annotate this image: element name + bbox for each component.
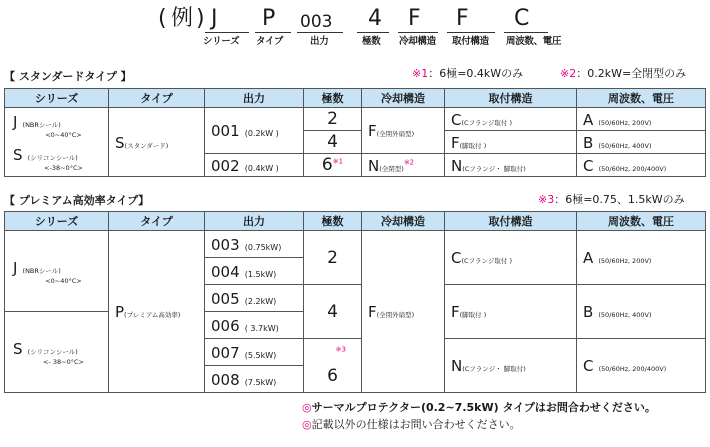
output-cell	[205, 285, 304, 312]
standard-spec-table	[4, 88, 706, 177]
frequency-code: C	[583, 357, 594, 375]
note-marker: ※2	[403, 158, 415, 167]
example-code-cooling: F	[408, 6, 421, 31]
example-underline	[255, 32, 291, 33]
poles-note	[307, 343, 358, 362]
series-range: <- 38~0°C>	[43, 357, 84, 366]
type-cell	[109, 231, 205, 393]
note-marker: ※1	[332, 157, 344, 166]
output-cell	[205, 258, 304, 285]
example-code-output: 003	[300, 12, 333, 32]
mounting-code: C	[451, 249, 462, 267]
output-desc: ( 3.7kW)	[244, 323, 279, 333]
frequency-code: B	[583, 133, 594, 152]
frequency-cell	[577, 154, 706, 177]
header-frequency: 周波数、電圧	[577, 212, 706, 231]
bullet-icon: ◎	[302, 401, 312, 414]
table-row	[5, 231, 706, 258]
example-code-poles: 4	[368, 6, 382, 31]
output-code: 005	[211, 289, 240, 308]
note-marker: ※2	[560, 67, 577, 80]
table-header-row	[5, 89, 706, 108]
poles-cell	[304, 231, 362, 285]
series-code: S	[13, 146, 23, 164]
poles-value: 4	[327, 132, 338, 152]
poles-value: 6	[321, 155, 333, 175]
series-range: <0~40°C>	[45, 131, 82, 139]
frequency-cell	[577, 231, 706, 285]
example-code-type: P	[262, 6, 276, 31]
mounting-code: C	[451, 110, 462, 129]
series-code: J	[13, 113, 18, 131]
output-cell	[205, 231, 304, 258]
example-code-series: J	[211, 6, 218, 31]
mounting-cell	[445, 231, 577, 285]
note-text: ：6極=0.4kWのみ	[428, 67, 524, 80]
header-series: シリーズ	[5, 89, 109, 108]
mounting-desc: (Cフランジ取付 )	[461, 118, 512, 127]
series-code: S	[13, 339, 23, 358]
poles-cell	[304, 285, 362, 339]
footnote-other-specs	[302, 418, 521, 432]
poles-cell	[304, 131, 362, 154]
poles-value: 4	[327, 301, 338, 322]
mounting-desc: (Cフランジ・ 脚取付)	[462, 164, 526, 173]
frequency-code: B	[583, 303, 594, 321]
frequency-code: A	[583, 110, 594, 129]
header-poles: 極数	[304, 89, 362, 108]
mounting-desc: (Cフランジ・ 脚取付)	[462, 365, 526, 373]
frequency-desc: (50/60Hz, 200V)	[598, 257, 652, 265]
table-header-row	[5, 212, 706, 231]
series-desc: (シリコンシール)	[27, 154, 78, 162]
header-mounting: 取付構造	[445, 89, 577, 108]
output-code: 004	[211, 262, 240, 281]
note-text: ：0.2kW=全閉型のみ	[576, 67, 687, 80]
frequency-cell	[577, 339, 706, 393]
header-output: 出力	[205, 212, 304, 231]
mounting-desc: (脚取付 )	[459, 141, 487, 150]
mounting-cell	[445, 108, 577, 131]
example-open-paren: (	[158, 6, 167, 31]
series-j	[13, 112, 100, 139]
example-caption-series: シリーズ	[203, 36, 240, 47]
example-label: 例	[171, 6, 194, 31]
mounting-cell	[445, 339, 577, 393]
header-frequency: 周波数、電圧	[577, 89, 706, 108]
series-cell	[5, 231, 109, 312]
example-caption-frequency: 周波数、電圧	[506, 36, 562, 47]
output-desc: (0.4kW )	[244, 163, 279, 173]
header-poles: 極数	[304, 212, 362, 231]
standard-note-1	[412, 67, 523, 81]
mounting-code: N	[451, 156, 463, 175]
poles-value: 6	[327, 366, 338, 386]
series-desc: (シリコンシール)	[27, 347, 78, 356]
frequency-desc: (50/60Hz, 200V)	[598, 118, 652, 127]
series-code: J	[13, 258, 18, 277]
note-text: ：6極=0.75、1.5kWのみ	[554, 193, 685, 206]
poles-value: 2	[327, 109, 338, 129]
cooling-code: F	[368, 303, 377, 321]
frequency-code: A	[583, 249, 594, 267]
output-code: 002	[211, 156, 240, 175]
header-mounting: 取付構造	[445, 212, 577, 231]
cooling-cell	[362, 154, 445, 177]
mounting-code: F	[451, 303, 460, 321]
cooling-cell	[362, 231, 445, 393]
output-cell	[205, 108, 304, 154]
poles-cell	[304, 339, 362, 393]
output-code: 007	[211, 343, 240, 362]
cooling-code: F	[368, 122, 377, 140]
frequency-desc: (50/60Hz, 200/400V)	[598, 365, 667, 373]
output-cell	[205, 312, 304, 339]
poles-cell	[304, 108, 362, 131]
bullet-icon: ◎	[302, 418, 312, 431]
cooling-code: N	[368, 156, 380, 175]
premium-section-title: 【 プレミアム高効率タイプ】	[4, 194, 150, 207]
output-cell	[205, 339, 304, 366]
output-desc: (0.75kW)	[244, 242, 282, 252]
type-desc: (スタンダード)	[124, 141, 169, 150]
header-cooling: 冷却構造	[362, 212, 445, 231]
frequency-cell	[577, 108, 706, 131]
table-row	[5, 108, 706, 131]
mounting-desc: (Cフランジ取付 )	[461, 257, 512, 265]
standard-section-title: 【 スタンダードタイプ 】	[4, 70, 132, 83]
example-caption-poles: 極数	[362, 36, 381, 47]
example-underline	[297, 32, 343, 33]
header-type: タイプ	[109, 212, 205, 231]
note-marker: ※1	[412, 67, 429, 80]
mounting-code: N	[451, 357, 463, 375]
output-cell	[205, 154, 304, 177]
mounting-desc: (脚取付 )	[459, 311, 487, 319]
example-close-paren: )	[196, 6, 205, 31]
example-code-frequency: C	[514, 6, 530, 31]
frequency-code: C	[583, 156, 594, 175]
premium-note	[538, 193, 685, 207]
footnote-text: 記載以外の仕様はお問い合わせください。	[311, 418, 521, 431]
output-cell	[205, 366, 304, 393]
mounting-code: F	[451, 133, 460, 152]
example-underline	[504, 32, 548, 33]
example-caption-mounting: 取付構造	[452, 36, 489, 47]
series-range: <-38~0°C>	[44, 164, 83, 172]
header-series: シリーズ	[5, 212, 109, 231]
frequency-cell	[577, 131, 706, 154]
type-code: S	[115, 133, 125, 152]
footnote-thermal	[302, 401, 656, 415]
series-cell	[5, 108, 109, 177]
cooling-desc: (全閉外扇型)	[376, 311, 415, 319]
example-caption-output: 出力	[310, 36, 329, 47]
poles-value: 2	[327, 247, 338, 268]
frequency-cell	[577, 285, 706, 339]
output-code: 001	[211, 122, 240, 140]
example-code-mounting: F	[456, 6, 469, 31]
premium-spec-table	[4, 211, 706, 393]
series-desc: (NBRシール)	[22, 266, 61, 275]
type-cell	[109, 108, 205, 177]
note-marker: ※3	[335, 345, 346, 354]
poles-cell	[304, 154, 362, 177]
mounting-cell	[445, 154, 577, 177]
cooling-cell	[362, 108, 445, 154]
output-desc: (5.5kW)	[244, 350, 277, 360]
header-output: 出力	[205, 89, 304, 108]
cooling-desc: (全閉型)	[379, 164, 404, 173]
output-desc: (1.5kW)	[244, 269, 277, 279]
output-desc: (7.5kW)	[244, 377, 277, 387]
output-code: 008	[211, 370, 240, 389]
series-desc: (NBRシール)	[22, 121, 61, 129]
header-cooling: 冷却構造	[362, 89, 445, 108]
header-type: タイプ	[109, 89, 205, 108]
example-underline	[447, 32, 495, 33]
output-desc: (2.2kW)	[244, 296, 277, 306]
output-desc: (0.2kW )	[244, 129, 279, 138]
series-s	[13, 145, 100, 172]
frequency-desc: (50/60Hz, 400V)	[598, 141, 652, 150]
cooling-desc: (全閉外扇型)	[376, 130, 415, 138]
example-caption-cooling: 冷却構造	[399, 36, 436, 47]
footnote-text: サーマルプロテクター(0.2~7.5kW) タイプはお問合わせください。	[311, 401, 656, 414]
frequency-desc: (50/60Hz, 400V)	[598, 311, 652, 319]
type-code: P	[115, 303, 125, 321]
mounting-cell	[445, 131, 577, 154]
standard-note-2	[560, 67, 686, 81]
type-desc: (プレミアム高効率)	[124, 311, 181, 319]
series-range: <0~40°C>	[45, 276, 82, 285]
mounting-cell	[445, 285, 577, 339]
output-code: 006	[211, 316, 240, 335]
frequency-desc: (50/60Hz, 200/400V)	[598, 164, 667, 173]
output-code: 003	[211, 235, 240, 254]
example-caption-type: タイプ	[256, 36, 284, 47]
example-underline	[398, 32, 438, 33]
example-underline	[205, 32, 249, 33]
note-marker: ※3	[538, 193, 555, 206]
series-cell	[5, 312, 109, 393]
example-underline	[357, 32, 389, 33]
